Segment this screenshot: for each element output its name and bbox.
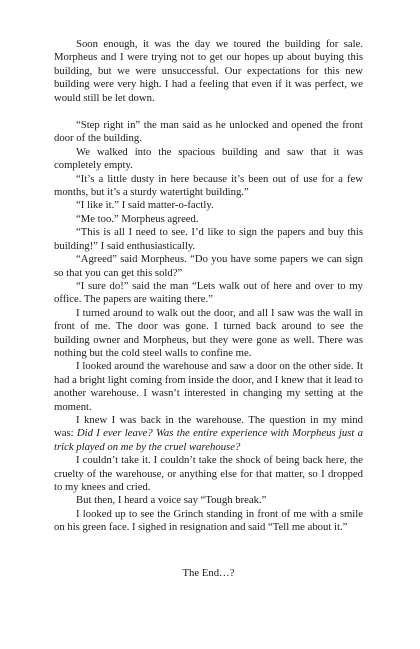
paragraph-grinch: I looked up to see the Grinch standing in front of me with a smile on his green face. I sighed in resignation and said “Tell me about it.” — [54, 507, 363, 534]
paragraph-walked-in: We walked into the spacious building and saw that it was completely empty. — [54, 145, 363, 172]
question-italic-text: Did I ever leave? Was the entire experience with Morpheus just a trick played on me by the cruel warehouse? — [54, 427, 363, 453]
paragraph-door-gone: I turned around to walk out the door, and all I saw was the wall in front of me. The door was gone. I turned back around to see the building owner and Morpheus, but they were gone as well. There was nothing but the cold steel walls to confine me. — [54, 306, 363, 359]
paragraph-tour-day: Soon enough, it was the day we toured the building for sale. Morpheus and I were trying not to get our hopes up about buying this building, but we were unsuccessful. Our expectations for this new building were very high. I had a feeling that even if it was perfect, we would still be let down. — [54, 38, 363, 104]
paragraph-i-sure-do: “I sure do!” said the man “Lets walk out of here and over to my office. The papers are waiting there.” — [54, 279, 363, 306]
paragraph-question — [54, 414, 363, 454]
paragraph-agreed: “Agreed” said Morpheus. “Do you have some papers we can sign so that you can get this sold?” — [54, 253, 363, 279]
paragraph-i-like-it: “I like it.” I said matter-o-factly. — [76, 199, 214, 212]
paragraph-couldnt-take-it: I couldn’t take it. I couldn’t take the shock of being back here, the cruelty of the warehouse, or anything else for that matter, so I dropped to my knees and cried. — [54, 454, 363, 493]
paragraph-other-door: I looked around the warehouse and saw a door on the other side. It had a bright light coming from inside the door, and I knew that it lead to another warehouse. I wasn’t interested in changing my setting at the moment. — [54, 360, 363, 413]
paragraph-gap — [54, 105, 363, 119]
paragraph-me-too: “Me too.” Morpheus agreed. — [76, 212, 199, 225]
paragraph-tough-break: But then, I heard a voice say “Tough break.” — [76, 494, 267, 507]
question-lead-text: I knew I was back in the warehouse. The question in my mind was: — [54, 413, 363, 440]
the-end-text: The End…? — [182, 566, 235, 579]
paragraph-dusty: “It’s a little dusty in here because it’s been out of use for a few months, but it’s a sturdy watertight building.” — [54, 172, 363, 199]
paragraph-sign-papers: “This is all I need to see. I’d like to sign the papers and buy this building!” I said enthusiastically. — [54, 226, 363, 252]
paragraph-step-right-in: “Step right in” the man said as he unlocked and opened the front door of the building. — [54, 119, 363, 145]
